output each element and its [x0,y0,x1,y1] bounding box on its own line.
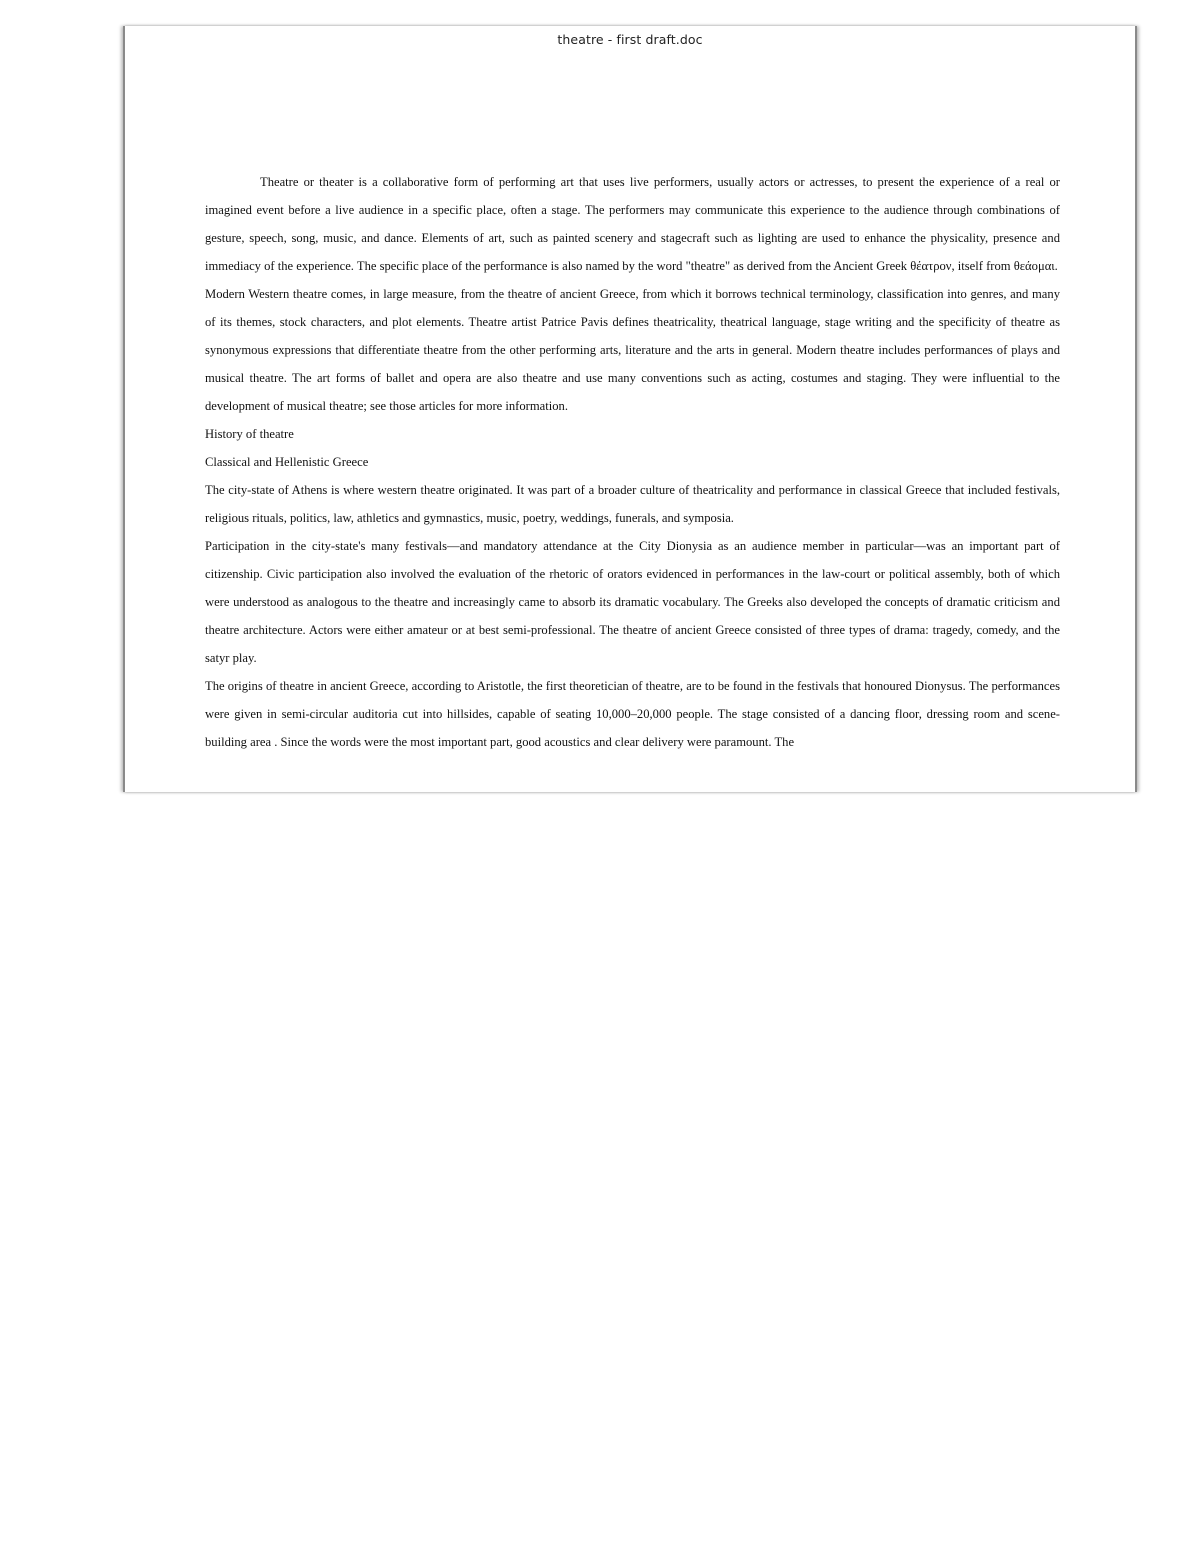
paragraph: The city-state of Athens is where western theatre originated. It was part of a broader culture of theatricality and performance in classical Greece that included festivals, religious rituals, politics, law, athletics and gymnastics, music, poetry, weddings, funerals, and symposia. [205,483,1060,525]
section-heading: History of theatre [205,427,294,441]
document-body[interactable] [205,168,1060,756]
section-heading: Classical and Hellenistic Greece [205,455,369,469]
document-page[interactable] [123,26,1137,792]
paragraph: Modern Western theatre comes, in large measure, from the theatre of ancient Greece, from which it borrows technical terminology, classification into genres, and many of its themes, stock characters, and plot elements. Theatre artist Patrice Pavis defines theatricality, theatrical language, stage writing and the specificity of theatre as synonymous expressions that differentiate theatre from the other performing arts, literature and the arts in general. Modern theatre includes performances of plays and musical theatre. The art forms of ballet and opera are also theatre and use many conventions such as acting, costumes and staging. They were influential to the development of musical theatre; see those articles for more information. [205,287,1060,413]
document-title: theatre - first draft.doc [557,32,703,47]
paragraph: Theatre or theater is a collaborative form of performing art that uses live performers, usually actors or actresses, to present the experience of a real or imagined event before a live audience in a specific place, often a stage. The performers may communicate this experience to the audience through combinations of gesture, speech, song, music, and dance. Elements of art, such as painted scenery and stagecraft such as lighting are used to enhance the physicality, presence and immediacy of the experience. The specific place of the performance is also named by the word "theatre" as derived from the Ancient Greek θέατρον, itself from θεάομαι. [205,175,1060,273]
paragraph: Participation in the city-state's many festivals—and mandatory attendance at the City Dionysia as an audience member in particular—was an important part of citizenship. Civic participation also involved the evaluation of the rhetoric of orators evidenced in performances in the law-court or political assembly, both of which were understood as analogous to the theatre and increasingly came to absorb its dramatic vocabulary. The Greeks also developed the concepts of dramatic criticism and theatre architecture. Actors were either amateur or at best semi-professional. The theatre of ancient Greece consisted of three types of drama: tragedy, comedy, and the satyr play. [205,539,1060,665]
paragraph: The origins of theatre in ancient Greece, according to Aristotle, the first theoretician of theatre, are to be found in the festivals that honoured Dionysus. The performances were given in semi-circular auditoria cut into hillsides, capable of seating 10,000–20,000 people. The stage consisted of a dancing floor, dressing room and scene-building area . Since the words were the most important part, good acoustics and clear delivery were paramount. The [205,679,1060,749]
